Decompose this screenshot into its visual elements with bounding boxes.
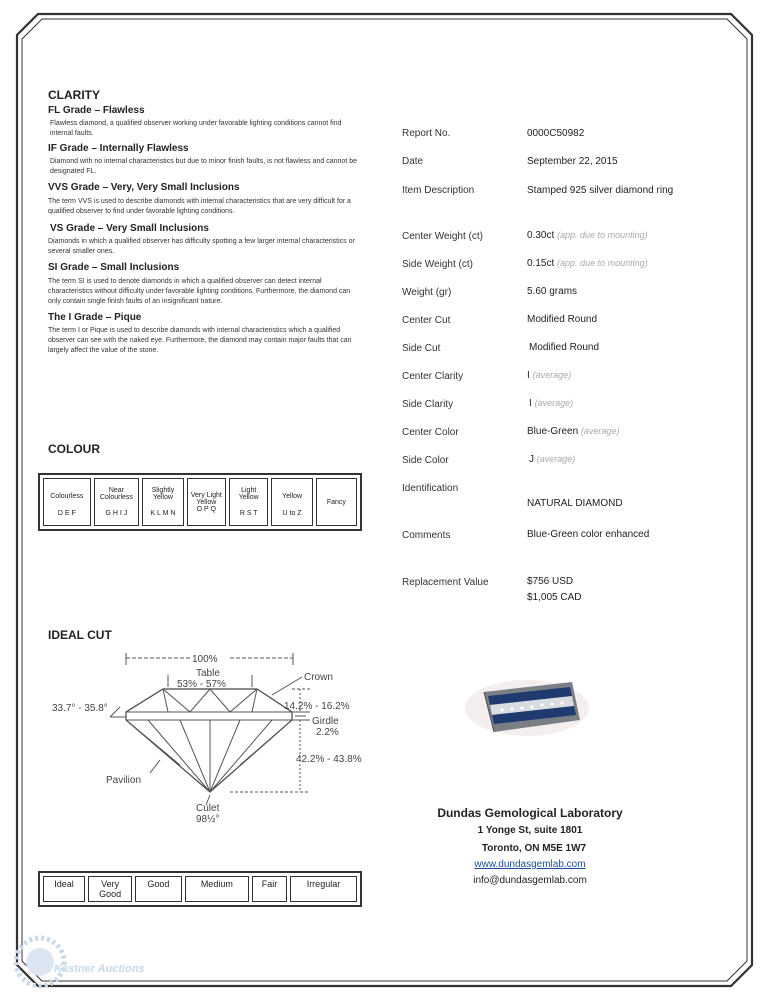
comments-value: Blue-Green color enhanced: [527, 529, 650, 540]
pavilion-label: Pavilion: [106, 775, 142, 786]
side-clarity-value: I: [529, 398, 532, 409]
colour-name: Very Light Yellow: [190, 491, 222, 506]
identification-label: Identification: [402, 483, 459, 494]
replacement-value-cad: $1,005 CAD: [527, 592, 582, 603]
vvs-grade-desc: The term VVS is used to describe diamonds with internal characteristics that are very difficult for a qualified observer to find under favorable lighting conditions.: [48, 198, 351, 215]
width-pct-label: 100%: [192, 654, 218, 665]
if-grade-title: IF Grade – Internally Flawless: [48, 143, 189, 154]
comments-label: Comments: [402, 530, 451, 541]
side-color-value-group: [529, 454, 575, 465]
side-clarity-value-group: [529, 398, 573, 409]
colour-name: Yellow: [282, 493, 303, 500]
cut-grade-fair: Fair: [252, 876, 287, 902]
cut-grade-ideal: Ideal: [43, 876, 85, 902]
si-grade-title: SI Grade – Small Inclusions: [48, 262, 180, 273]
center-clarity-value-group: [527, 370, 571, 381]
center-color-value: Blue-Green: [527, 426, 579, 437]
colour-letters: U to Z: [282, 510, 302, 517]
center-clarity-label: Center Clarity: [402, 371, 464, 382]
side-weight-value-group: [527, 258, 648, 269]
colour-cell-near-colourless: [94, 478, 140, 526]
vs-grade-title: VS Grade – Very Small Inclusions: [50, 223, 209, 234]
colour-cell-fancy: [316, 478, 357, 526]
cut-grade-irregular: Irregular: [290, 876, 357, 902]
item-description-label: Item Description: [402, 185, 475, 196]
cut-grade-medium: Medium: [185, 876, 249, 902]
weight-gr-label: Weight (gr): [402, 287, 452, 298]
crown-label: Crown: [304, 672, 333, 683]
table-label: Table: [196, 668, 220, 679]
crown-height-label: 14.2% - 16.2%: [284, 701, 350, 712]
girdle-value-label: 2.2%: [316, 727, 339, 738]
ring-photo: [462, 670, 592, 740]
side-cut-label: Side Cut: [402, 343, 441, 354]
colour-cell-yellow: [271, 478, 312, 526]
lab-name: Dundas Gemological Laboratory: [437, 806, 623, 820]
lab-address-2: Toronto, ON M5E 1W7: [481, 843, 587, 854]
cut-grade-good: Good: [135, 876, 182, 902]
if-grade-desc: Diamond with no internal characteristics but due to minor finish faults, is not flawless and cannot be designated FL.: [50, 158, 357, 175]
side-color-label: Side Color: [402, 455, 449, 466]
date-label: Date: [402, 156, 424, 167]
lab-address-1: 1 Yonge St, suite 1801: [477, 825, 583, 836]
colour-letters: K L M N: [150, 510, 176, 517]
side-weight-note: (app. due to mounting): [557, 258, 648, 268]
colour-name: Slightly Yellow: [151, 487, 175, 501]
colour-name: Fancy: [326, 498, 346, 506]
table-range-label: 53% - 57%: [177, 679, 226, 690]
colour-scale-table: [38, 473, 362, 531]
cut-grade-very-good: Very Good: [88, 876, 132, 902]
report-no-label: Report No.: [402, 128, 451, 139]
center-clarity-note: (average): [532, 370, 572, 380]
i-grade-desc: The term I or Pique is used to describe diamonds with internal characteristics which a qualified observer can see with the naked eye. Furthermore, the diamond may contain major faults that can largely affect the value of the stone.: [48, 327, 352, 354]
colour-cell-very-light-yellow: [187, 478, 226, 526]
ideal-cut-heading: IDEAL CUT: [48, 628, 112, 642]
colour-cell-slightly-yellow: [142, 478, 183, 526]
colour-cell-colourless: [43, 478, 91, 526]
center-weight-label: Center Weight (ct): [402, 231, 483, 242]
side-color-note: (average): [536, 454, 576, 464]
culet-label: Culet: [196, 803, 220, 814]
center-color-label: Center Color: [402, 427, 459, 438]
colour-letters: D E F: [57, 510, 76, 517]
center-clarity-value: I: [527, 370, 530, 381]
side-cut-value: Modified Round: [529, 342, 600, 353]
center-cut-value: Modified Round: [527, 314, 598, 325]
date-value: September 22, 2015: [527, 156, 618, 167]
identification-value: NATURAL DIAMOND: [527, 498, 623, 509]
side-weight-value: 0.15ct: [527, 258, 555, 269]
lab-email: info@dundasgemlab.com: [473, 875, 587, 886]
crown-angle-label: 33.7° - 35.8°: [52, 703, 108, 714]
si-grade-desc: The term SI is used to denote diamonds in which a qualified observer can detect internal characteristics without difficulty under favorable lighting conditions. Furthermore, the diamond can only contain single finish faults of an insignificant nature.: [48, 278, 351, 305]
vs-grade-desc: Diamonds in which a qualified observer has difficulty spotting a few larger internal characteristics or several smaller ones.: [48, 238, 355, 255]
vvs-grade-title: VVS Grade – Very, Very Small Inclusions: [48, 182, 240, 193]
diamond-cut-diagram: [40, 645, 370, 825]
girdle-label: Girdle: [312, 716, 339, 727]
center-cut-label: Center Cut: [402, 315, 451, 326]
replacement-value-usd: $756 USD: [527, 576, 574, 587]
colour-letters: O P Q: [196, 505, 216, 513]
i-grade-title: The I Grade – Pique: [48, 312, 142, 323]
report-no-value: 0000C50982: [527, 128, 585, 139]
watermark-logo: [8, 924, 145, 994]
center-weight-value: 0.30ct: [527, 230, 555, 241]
side-clarity-label: Side Clarity: [402, 399, 454, 410]
side-clarity-note: (average): [534, 398, 574, 408]
colour-heading: COLOUR: [48, 442, 100, 456]
center-color-value-group: [527, 426, 619, 437]
lab-website-link[interactable]: www.dundasgemlab.com: [474, 859, 586, 870]
watermark-text: Kastner Auctions: [54, 963, 145, 975]
colour-letters: G H I J: [105, 510, 128, 517]
clarity-heading: CLARITY: [48, 88, 100, 102]
center-weight-note: (app. due to mounting): [557, 230, 648, 240]
item-description-value: Stamped 925 silver diamond ring: [527, 185, 674, 196]
culet-value-label: 98½°: [196, 814, 220, 825]
fl-grade-title: FL Grade – Flawless: [48, 105, 145, 116]
weight-gr-value: 5.60 grams: [527, 286, 578, 297]
colour-cell-light-yellow: [229, 478, 268, 526]
cut-grade-table: [38, 871, 362, 907]
colour-name: Colourless: [50, 493, 84, 500]
side-color-value: J: [529, 454, 534, 465]
center-color-note: (average): [580, 426, 620, 436]
fl-grade-desc: Flawless diamond, a qualified observer working under favorable lighting conditions cannot find internal faults.: [50, 120, 342, 137]
pavilion-depth-label: 42.2% - 43.8%: [296, 754, 362, 765]
colour-name: Near Colourless: [99, 487, 133, 501]
replacement-value-label: Replacement Value: [402, 577, 489, 588]
colour-letters: R S T: [239, 510, 258, 517]
center-weight-value-group: [527, 230, 648, 241]
colour-name: Light Yellow: [238, 487, 259, 501]
side-weight-label: Side Weight (ct): [402, 259, 473, 270]
